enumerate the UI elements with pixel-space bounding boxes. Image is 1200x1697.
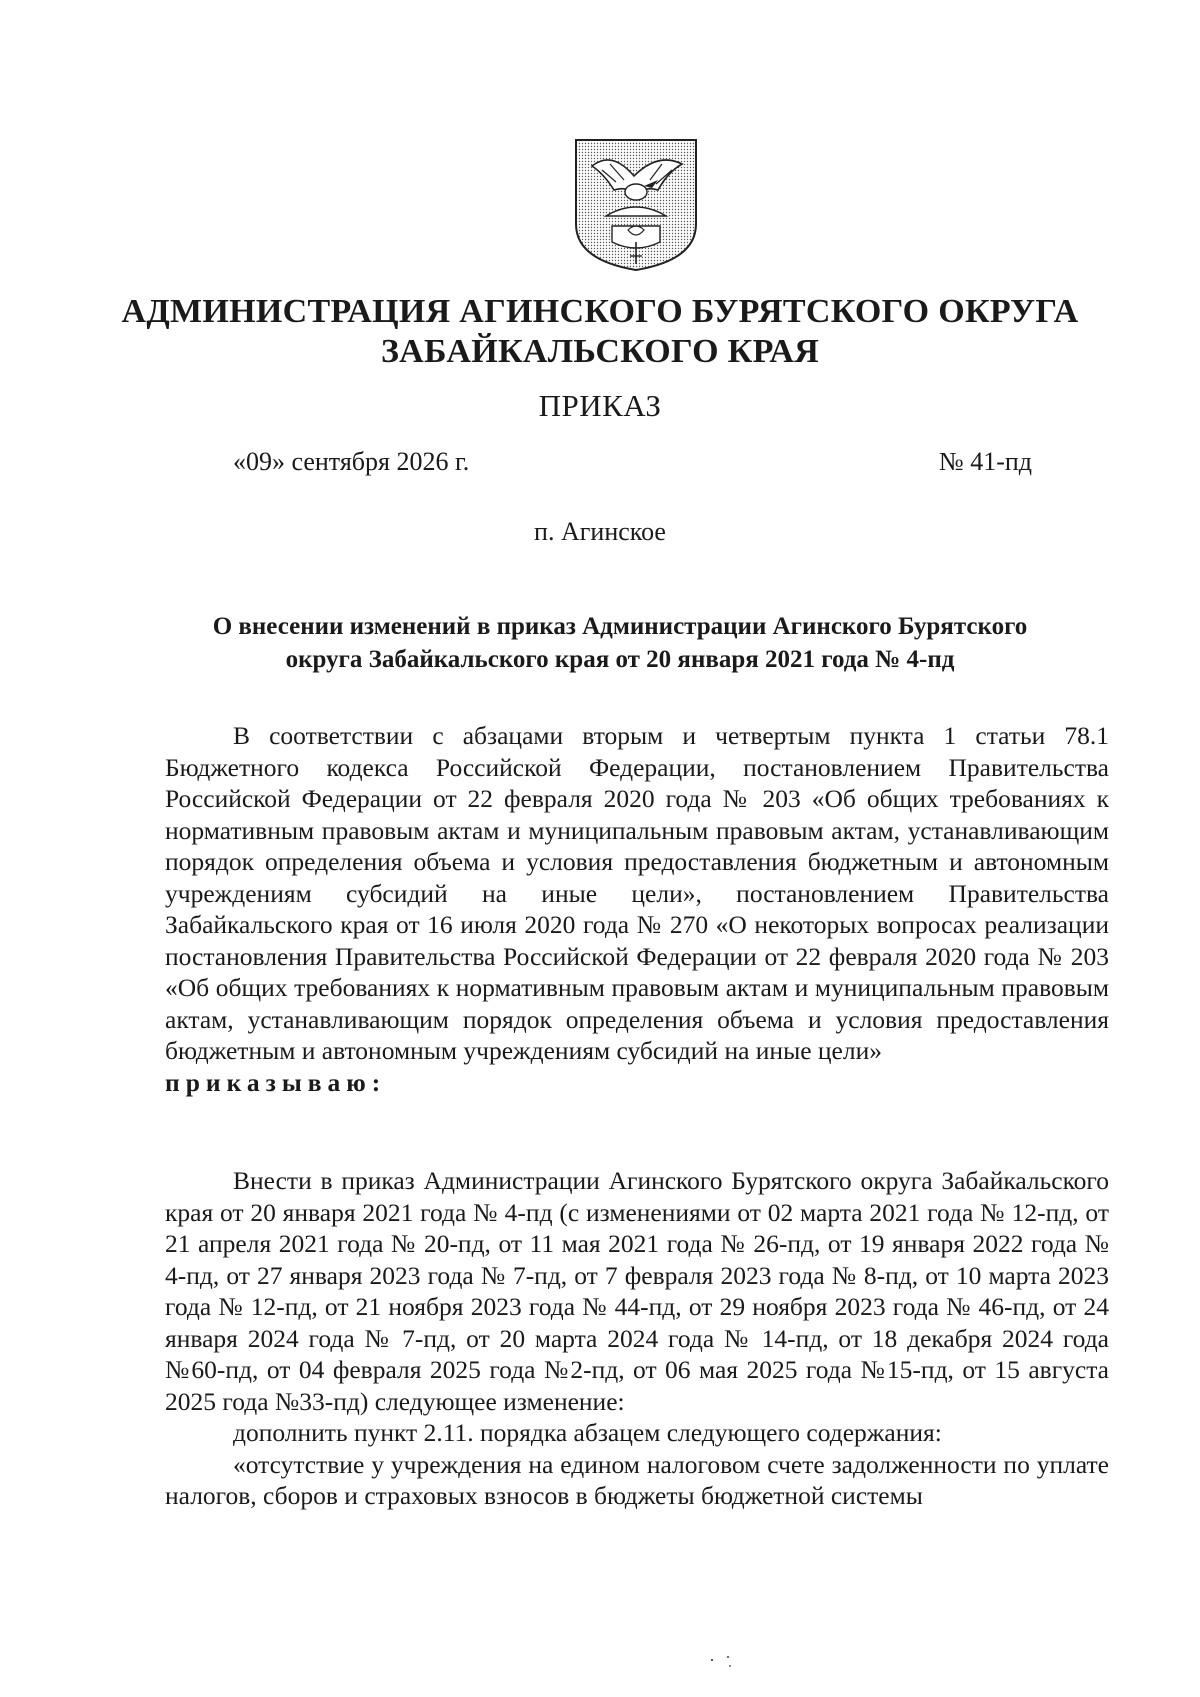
document-number: № 41-пд: [938, 447, 1032, 476]
organization-title-line2: ЗАБАЙКАЛЬСКОГО КРАЯ: [380, 333, 820, 370]
amendment-paragraph: Внести в приказ Администрации Агинского Бурятского округа Забайкальского края от 20 января 2021 года № 4-пд (с изменениями от 02 марта 2021 года № 12-пд, от 21 апреля 2021 года № 20-пд, от 11 мая 2021 года № 26-пд, от 19 января 2022 года № 4-пд, от 27 января 2023 года № 7-пд, от 7 февраля 2023 года № 8-пд, от 10 марта 2023 года № 12-пд, от 21 ноября 2023 года № 44-пд, от 29 ноября 2023 года № 46-пд, от 24 января 2024 года № 7-пд, от 20 марта 2024 года № 14-пд, от 18 декабря 2024 года №60-пд, от 04 февраля 2025 года №2-пд, от 06 мая 2025 года №15-пд, от 15 августа 2025 года №33-пд) следующее изменение:: [165, 1166, 1109, 1416]
coat-of-arms-icon: [572, 136, 700, 274]
quote-paragraph: «отсутствие у учреждения на едином налоговом счете задолженности по уплате налогов, сборов и страховых взносов в бюджеты бюджетной системы: [165, 1449, 1109, 1510]
document-place: п. Агинское: [534, 517, 666, 546]
organization-title-line1: АДМИНИСТРАЦИЯ АГИНСКОГО БУРЯТСКОГО ОКРУГА: [121, 293, 1079, 330]
subject-line2: округа Забайкальского края от 20 января 2021 года № 4-пд: [285, 646, 955, 673]
preamble-paragraph: [165, 720, 1109, 1098]
order-word: приказываю:: [165, 1067, 387, 1097]
preamble-text: В соответствии с абзацами вторым и четвертым пункта 1 статьи 78.1 Бюджетного кодекса Российской Федерации, постановлением Правительства Российской Федерации от 22 февраля 2020 года № 203 «Об общих требованиях к нормативным правовым актам и муниципальным правовым актам, устанавливающим порядок определения объема и условия предоставления бюджетным и автономным учреждениям субсидий на иные цели», постановлением Правительства Забайкальского края от 16 июля 2020 года № 270 «О некоторых вопросах реализации постановления Правительства Российской Федерации от 22 февраля 2020 года № 203 «Об общих требованиях к нормативным правовым актам и муниципальным правовым актам, устанавливающим порядок определения объема и условия предоставления бюджетным и автономным учреждениям субсидий на иные цели»: [165, 721, 1109, 1065]
amendment-block: [165, 1165, 1109, 1512]
document-type: ПРИКАЗ: [538, 388, 662, 423]
supplement-paragraph: дополнить пункт 2.11. порядка абзацем следующего содержания:: [233, 1418, 942, 1447]
preamble-block: [165, 720, 1109, 1098]
document-subject: [150, 610, 1090, 676]
subject-line1: О внесении изменений в приказ Администрации Агинского Бурятского: [212, 613, 1028, 640]
scan-specks: [706, 1654, 746, 1674]
document-date: «09» сентября 2026 г.: [233, 447, 470, 476]
